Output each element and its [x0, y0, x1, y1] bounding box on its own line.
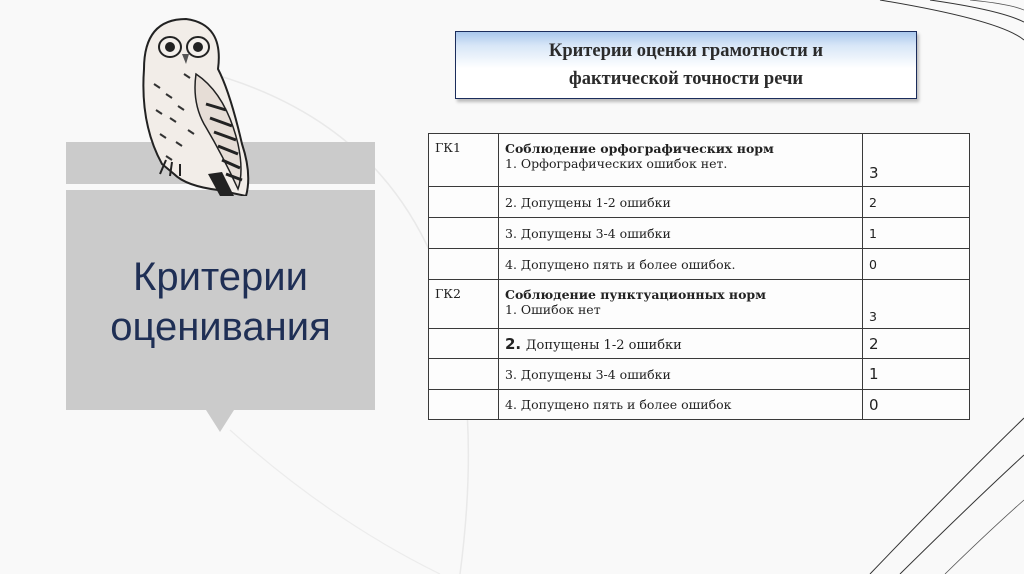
header-title-line2: фактической точности речи — [568, 69, 804, 89]
criterion-cell — [499, 218, 863, 249]
criterion-cell — [499, 390, 863, 420]
criteria-table — [428, 133, 970, 420]
row-text: Допущены 3-4 ошибки — [520, 225, 671, 241]
group-code: ГК2 — [429, 280, 499, 329]
row-number: 2. — [505, 334, 522, 353]
criterion-cell — [499, 187, 863, 218]
row-text: Допущены 1-2 ошибки — [520, 194, 671, 210]
header-box — [455, 31, 917, 99]
slide-title — [66, 252, 375, 352]
score-cell: 2 — [863, 187, 970, 218]
row-number: 3. — [505, 225, 517, 241]
table-row — [429, 134, 970, 187]
header-title — [516, 37, 856, 93]
table-row — [429, 390, 970, 420]
owl-illustration-icon — [126, 14, 256, 196]
empty-cell — [429, 218, 499, 249]
row-text: Допущено пять и более ошибок — [520, 397, 732, 412]
group-heading: Соблюдение пунктуационных норм — [505, 287, 766, 302]
criterion-cell — [499, 280, 863, 329]
criterion-cell — [499, 329, 863, 359]
row-text: Ошибок нет — [520, 302, 601, 317]
empty-cell — [429, 249, 499, 280]
score-cell: 3 — [863, 280, 970, 329]
criterion-cell — [499, 134, 863, 187]
header-title-line1: Критерии оценки грамотности и — [548, 41, 824, 61]
row-number: 1. — [505, 156, 517, 171]
score-cell: 0 — [863, 249, 970, 280]
score-cell: 1 — [863, 359, 970, 390]
score-cell: 3 — [863, 134, 970, 187]
row-number: 4. — [505, 256, 517, 272]
slide-title-line2: оценивания — [110, 305, 331, 349]
criterion-cell — [499, 249, 863, 280]
table-row — [429, 249, 970, 280]
score-cell: 1 — [863, 218, 970, 249]
table-row — [429, 359, 970, 390]
row-number: 2. — [505, 194, 517, 210]
group-code: ГК1 — [429, 134, 499, 187]
row-text: Допущены 3-4 ошибки — [520, 366, 671, 382]
slide-title-line1: Критерии — [133, 255, 308, 299]
table-row — [429, 187, 970, 218]
empty-cell — [429, 359, 499, 390]
empty-cell — [429, 390, 499, 420]
empty-cell — [429, 329, 499, 359]
empty-cell — [429, 187, 499, 218]
table-row — [429, 329, 970, 359]
row-text: Допущены 1-2 ошибки — [525, 337, 682, 353]
row-number: 1. — [505, 302, 517, 317]
row-number: 3. — [505, 366, 517, 382]
criterion-cell — [499, 359, 863, 390]
panel-pointer — [206, 410, 234, 432]
row-number: 4. — [505, 397, 517, 412]
group-heading: Соблюдение орфографических норм — [505, 141, 774, 156]
table-row — [429, 280, 970, 329]
row-text: Допущено пять и более ошибок. — [520, 256, 736, 272]
score-cell: 0 — [863, 390, 970, 420]
table-row — [429, 218, 970, 249]
row-text: Орфографических ошибок нет. — [520, 156, 728, 171]
score-cell: 2 — [863, 329, 970, 359]
